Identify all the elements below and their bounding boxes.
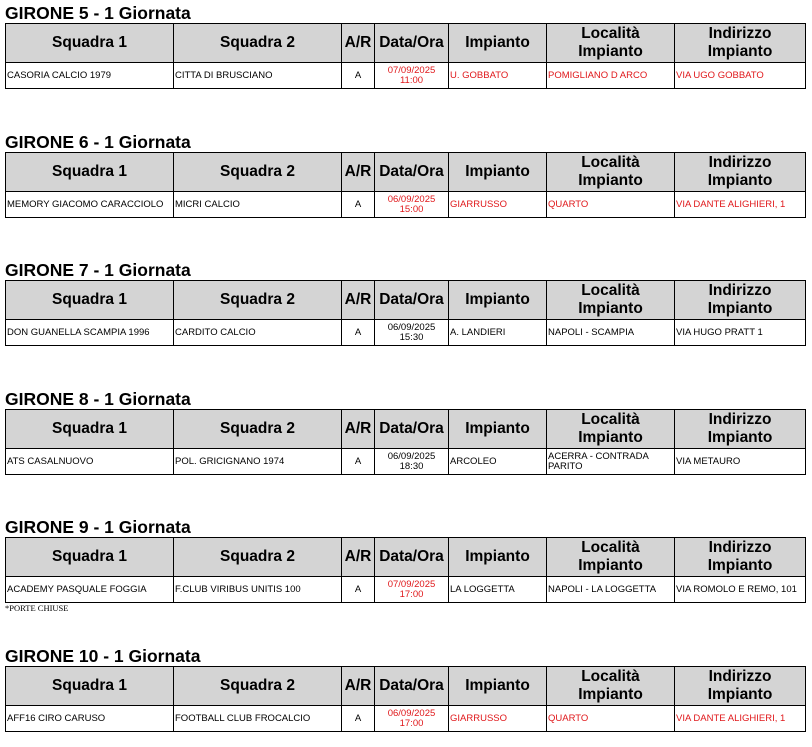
- table-row: [6, 63, 806, 89]
- header-squadra2: Squadra 2: [174, 410, 342, 449]
- venue: ARCOLEO: [449, 449, 547, 475]
- venue: A. LANDIERI: [449, 320, 547, 346]
- match-datetime: [375, 706, 449, 732]
- header-indirizzo: Indirizzo Impianto: [675, 281, 806, 320]
- header-ar: A/R: [342, 538, 375, 577]
- header-ar: A/R: [342, 281, 375, 320]
- andata-ritorno: A: [342, 706, 375, 732]
- venue-location: QUARTO: [547, 706, 675, 732]
- venue-address: VIA DANTE ALIGHIERI, 1: [675, 192, 806, 218]
- table-row: [6, 320, 806, 346]
- match-time: 18:30: [399, 460, 424, 472]
- header-data-ora: Data/Ora: [375, 153, 449, 192]
- match-time: 11:00: [399, 74, 424, 86]
- header-data-ora: Data/Ora: [375, 538, 449, 577]
- girone-title: GIRONE 9 - 1 Giornata: [5, 517, 191, 537]
- home-team: AFF16 CIRO CARUSO: [6, 706, 174, 732]
- header-data-ora: Data/Ora: [375, 667, 449, 706]
- match-date: 06/09/2025: [387, 450, 436, 462]
- header-squadra2: Squadra 2: [174, 538, 342, 577]
- away-team: F.CLUB VIRIBUS UNITIS 100: [174, 577, 342, 603]
- match-time: 15:00: [399, 203, 424, 215]
- venue-location: ACERRA - CONTRADA PARITO: [547, 449, 675, 475]
- home-team: ACADEMY PASQUALE FOGGIA: [6, 577, 174, 603]
- header-impianto: Impianto: [449, 538, 547, 577]
- girone-title: GIRONE 8 - 1 Giornata: [5, 389, 191, 409]
- header-ar: A/R: [342, 667, 375, 706]
- header-indirizzo: Indirizzo Impianto: [675, 24, 806, 63]
- match-time: 17:00: [399, 588, 424, 600]
- match-datetime: [375, 320, 449, 346]
- header-squadra2: Squadra 2: [174, 153, 342, 192]
- match-table: [5, 280, 806, 346]
- girone-title: GIRONE 10 - 1 Giornata: [5, 646, 201, 666]
- header-impianto: Impianto: [449, 24, 547, 63]
- match-datetime: [375, 577, 449, 603]
- away-team: CARDITO CALCIO: [174, 320, 342, 346]
- home-team: CASORIA CALCIO 1979: [6, 63, 174, 89]
- header-impianto: Impianto: [449, 281, 547, 320]
- away-team: MICRI CALCIO: [174, 192, 342, 218]
- venue-address: VIA DANTE ALIGHIERI, 1: [675, 706, 806, 732]
- match-note: *PORTE CHIUSE: [5, 603, 69, 613]
- match-datetime: [375, 449, 449, 475]
- table-row: [6, 706, 806, 732]
- header-impianto: Impianto: [449, 410, 547, 449]
- match-datetime: [375, 63, 449, 89]
- header-squadra1: Squadra 1: [6, 538, 174, 577]
- away-team: FOOTBALL CLUB FROCALCIO: [174, 706, 342, 732]
- header-squadra1: Squadra 1: [6, 24, 174, 63]
- table-row: [6, 192, 806, 218]
- table-row: [6, 449, 806, 475]
- girone-title: GIRONE 5 - 1 Giornata: [5, 3, 191, 23]
- match-table: [5, 23, 806, 89]
- home-team: ATS CASALNUOVO: [6, 449, 174, 475]
- match-table: [5, 409, 806, 475]
- header-squadra1: Squadra 1: [6, 667, 174, 706]
- venue-location: POMIGLIANO D ARCO: [547, 63, 675, 89]
- match-date: 07/09/2025: [387, 64, 436, 76]
- venue-location: NAPOLI - SCAMPIA: [547, 320, 675, 346]
- venue-address: VIA HUGO PRATT 1: [675, 320, 806, 346]
- header-row: [6, 281, 806, 320]
- venue: GIARRUSSO: [449, 706, 547, 732]
- away-team: CITTA DI BRUSCIANO: [174, 63, 342, 89]
- andata-ritorno: A: [342, 449, 375, 475]
- header-localita: Località Impianto: [547, 153, 675, 192]
- girone-title: GIRONE 7 - 1 Giornata: [5, 260, 191, 280]
- match-date: 06/09/2025: [387, 321, 436, 333]
- header-squadra1: Squadra 1: [6, 410, 174, 449]
- header-squadra2: Squadra 2: [174, 281, 342, 320]
- girone-title: GIRONE 6 - 1 Giornata: [5, 132, 191, 152]
- header-indirizzo: Indirizzo Impianto: [675, 410, 806, 449]
- header-row: [6, 538, 806, 577]
- match-date: 07/09/2025: [387, 578, 436, 590]
- header-indirizzo: Indirizzo Impianto: [675, 667, 806, 706]
- header-squadra1: Squadra 1: [6, 281, 174, 320]
- match-time: 17:00: [399, 717, 424, 729]
- header-indirizzo: Indirizzo Impianto: [675, 153, 806, 192]
- header-localita: Località Impianto: [547, 24, 675, 63]
- venue-location: NAPOLI - LA LOGGETTA: [547, 577, 675, 603]
- match-date: 06/09/2025: [387, 193, 436, 205]
- match-table: [5, 152, 806, 218]
- header-row: [6, 667, 806, 706]
- header-localita: Località Impianto: [547, 410, 675, 449]
- venue: LA LOGGETTA: [449, 577, 547, 603]
- andata-ritorno: A: [342, 63, 375, 89]
- header-data-ora: Data/Ora: [375, 24, 449, 63]
- andata-ritorno: A: [342, 192, 375, 218]
- venue-address: VIA ROMOLO E REMO, 101: [675, 577, 806, 603]
- match-date: 06/09/2025: [387, 707, 436, 719]
- header-squadra2: Squadra 2: [174, 24, 342, 63]
- header-impianto: Impianto: [449, 153, 547, 192]
- header-localita: Località Impianto: [547, 281, 675, 320]
- home-team: MEMORY GIACOMO CARACCIOLO: [6, 192, 174, 218]
- header-row: [6, 24, 806, 63]
- match-datetime: [375, 192, 449, 218]
- header-ar: A/R: [342, 153, 375, 192]
- header-row: [6, 153, 806, 192]
- header-data-ora: Data/Ora: [375, 410, 449, 449]
- header-impianto: Impianto: [449, 667, 547, 706]
- venue: U. GOBBATO: [449, 63, 547, 89]
- away-team: POL. GRICIGNANO 1974: [174, 449, 342, 475]
- table-row: [6, 577, 806, 603]
- andata-ritorno: A: [342, 320, 375, 346]
- header-row: [6, 410, 806, 449]
- header-localita: Località Impianto: [547, 538, 675, 577]
- match-table: [5, 537, 806, 603]
- header-squadra2: Squadra 2: [174, 667, 342, 706]
- andata-ritorno: A: [342, 577, 375, 603]
- header-indirizzo: Indirizzo Impianto: [675, 538, 806, 577]
- match-table: [5, 666, 806, 732]
- header-ar: A/R: [342, 410, 375, 449]
- venue-address: VIA METAURO: [675, 449, 806, 475]
- header-squadra1: Squadra 1: [6, 153, 174, 192]
- venue-location: QUARTO: [547, 192, 675, 218]
- home-team: DON GUANELLA SCAMPIA 1996: [6, 320, 174, 346]
- venue: GIARRUSSO: [449, 192, 547, 218]
- match-time: 15:30: [399, 331, 424, 343]
- header-ar: A/R: [342, 24, 375, 63]
- venue-address: VIA UGO GOBBATO: [675, 63, 806, 89]
- header-data-ora: Data/Ora: [375, 281, 449, 320]
- header-localita: Località Impianto: [547, 667, 675, 706]
